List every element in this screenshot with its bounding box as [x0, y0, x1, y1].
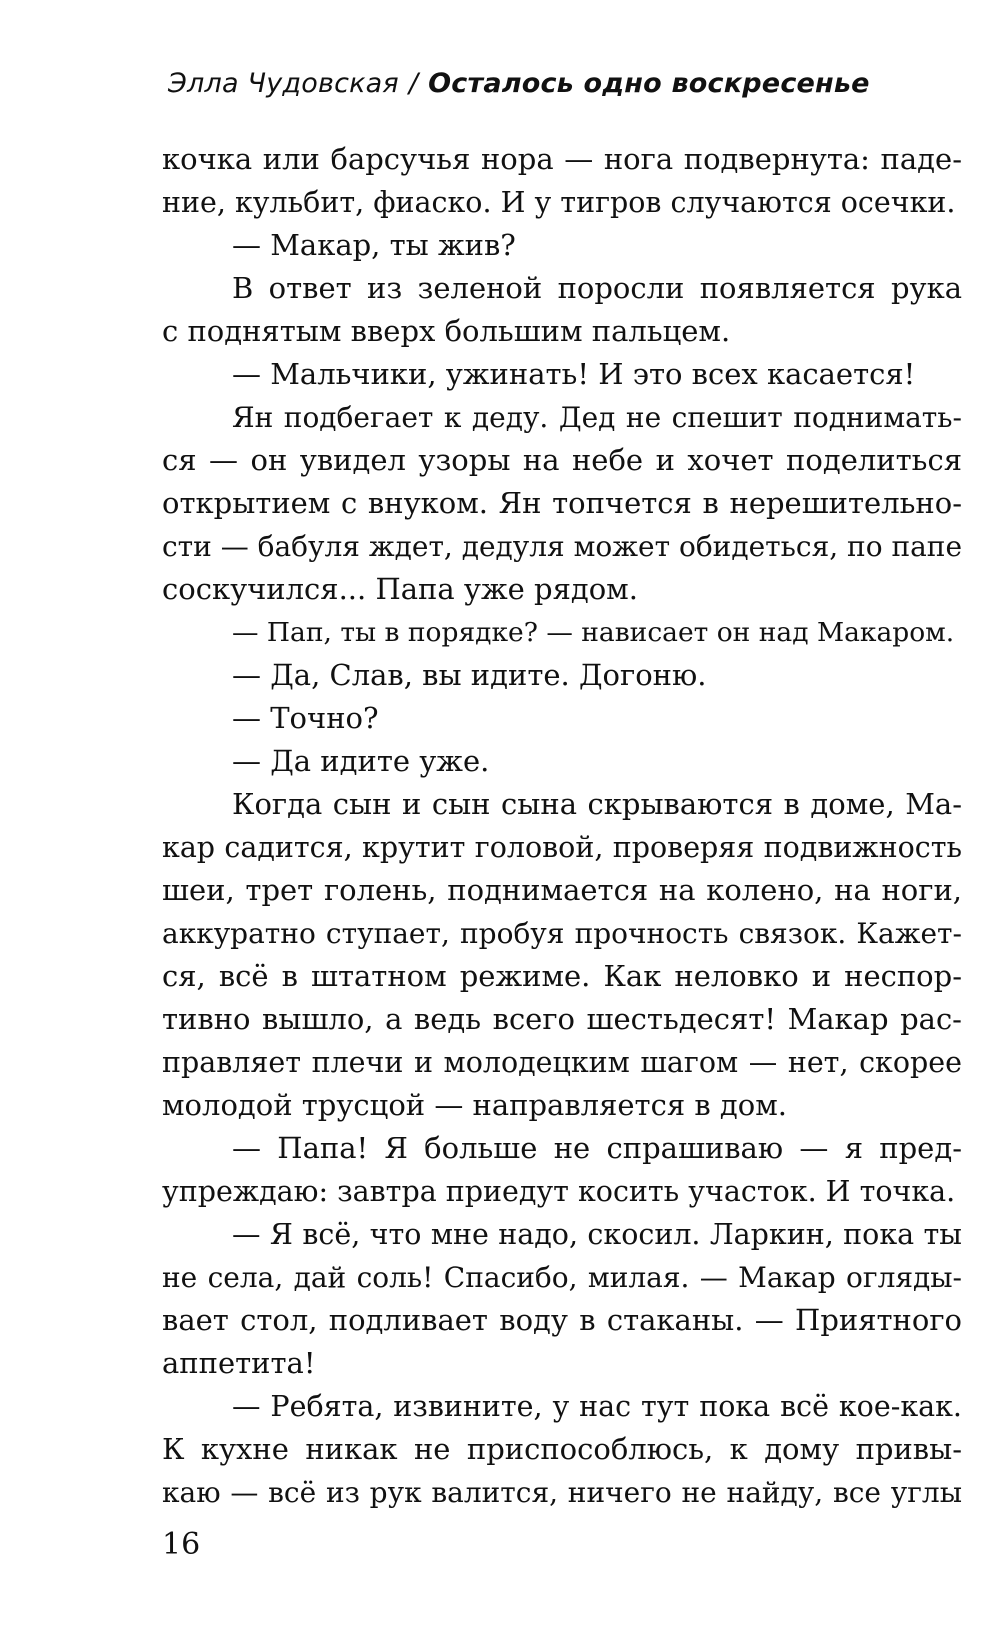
text-line: открытием с внуком. Ян топчется в нерешительно- — [162, 486, 962, 520]
text-line: правляет плечи и молодецким шагом — нет, скорее — [162, 1046, 962, 1079]
text-line: аппетита! — [162, 1346, 316, 1380]
text-line: тивно вышло, а ведь всего шестьдесят! Макар рас- — [162, 1002, 962, 1036]
text-line: — Я всё, что мне надо, скосил. Ларкин, пока ты — [232, 1218, 962, 1251]
text-line: каю — всё из рук валится, ничего не найду, все углы — [162, 1476, 962, 1509]
header-book-title: Осталось одно воскресенье — [428, 68, 870, 99]
text-line: Когда сын и сын сына скрываются в доме, Ма- — [232, 787, 962, 821]
text-line: В ответ из зеленой поросли появляется рука — [232, 271, 962, 305]
text-line: вает стол, подливает воду в стаканы. — Приятного — [162, 1303, 962, 1337]
text-line: — Папа! Я больше не спрашиваю — я пред- — [232, 1131, 962, 1165]
text-line: кочка или барсучья нора — нога подвернута: паде- — [162, 142, 962, 176]
text-line: К кухне никак не приспособлюсь, к дому привы- — [162, 1432, 962, 1466]
text-line: кар садится, крутит головой, проверяя подвижность — [162, 831, 962, 864]
text-line: — Да идите уже. — [232, 744, 490, 778]
page-number: 16 — [162, 1527, 201, 1562]
text-line: — Мальчики, ужинать! И это всех касается! — [232, 357, 916, 391]
header-separator: / — [408, 68, 419, 99]
text-line: Ян подбегает к деду. Дед не спешит поднимать- — [232, 401, 962, 434]
text-line: соскучился... Папа уже рядом. — [162, 572, 638, 606]
text-line: — Ребята, извините, у нас тут пока всё кое-как. — [232, 1390, 962, 1423]
header-author: Элла Чудовская — [168, 68, 399, 99]
text-line: сти — бабуля ждет, дедуля может обидеться, по папе — [162, 530, 962, 563]
text-line: — Макар, ты жив? — [232, 228, 516, 262]
text-line: ние, кульбит, фиаско. И у тигров случаются осечки. — [162, 186, 956, 219]
body-text — [162, 138, 962, 1514]
text-line: с поднятым вверх большим пальцем. — [162, 314, 731, 348]
text-line: ся, всё в штатном режиме. Как неловко и неспор- — [162, 959, 962, 993]
text-line: упреждаю: завтра приедут косить участок. И точка. — [162, 1175, 956, 1208]
text-line: шеи, трет голень, поднимается на колено, на ноги, — [162, 873, 962, 907]
text-line: — Да, Слав, вы идите. Догоню. — [232, 658, 707, 692]
text-line: ся — он увидел узоры на небе и хочет поделиться — [162, 443, 962, 477]
text-line: аккуратно ступает, пробуя прочность связок. Кажет- — [162, 917, 962, 950]
text-line: — Пап, ты в порядке? — нависает он над Макаром. — [232, 617, 955, 648]
text-line: молодой трусцой — направляется в дом. — [162, 1088, 787, 1122]
text-line: — Точно? — [232, 701, 379, 735]
running-header — [168, 70, 870, 97]
text-line: не села, дай соль! Спасибо, милая. — Макар огляды- — [162, 1261, 962, 1294]
